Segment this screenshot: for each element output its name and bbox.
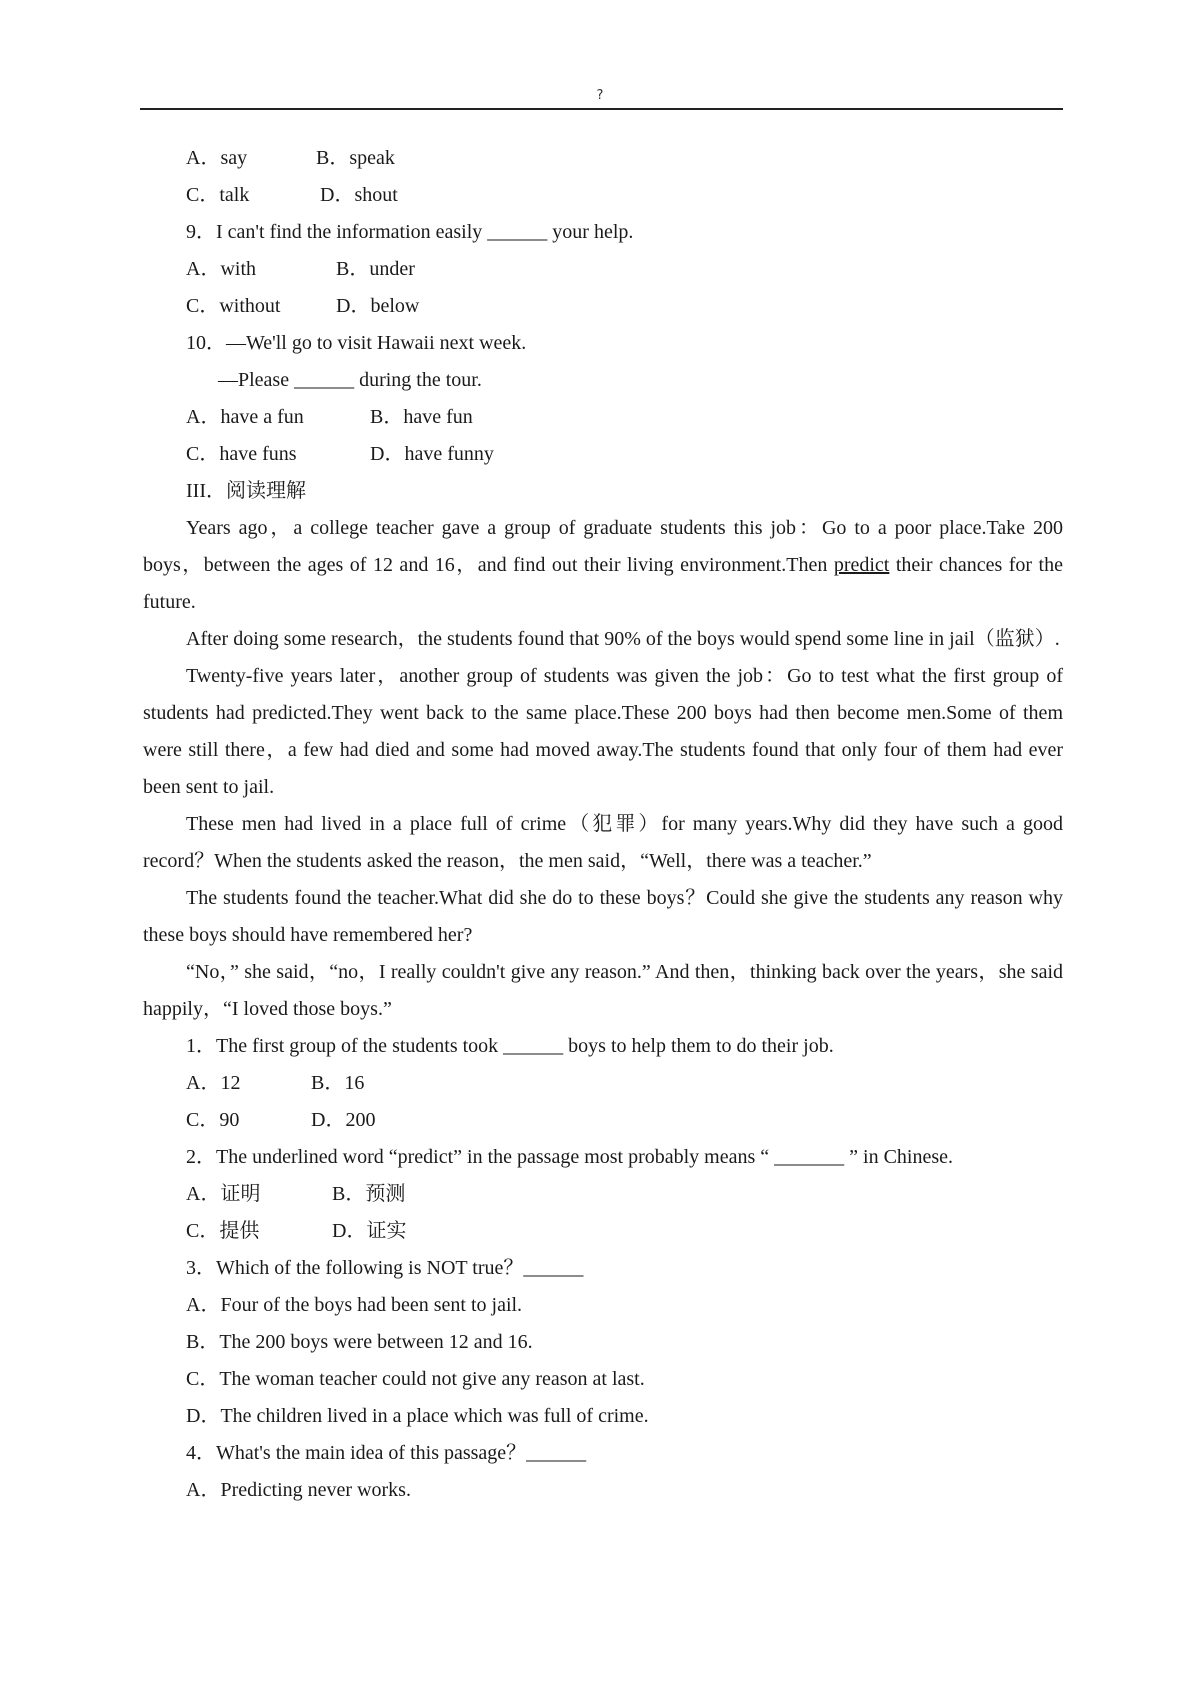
q8-options-row-2 [143,177,1063,214]
passage-paragraph-4: These men had lived in a place full of crime（犯罪）for many years.Why did they have such a good record？When the students asked the reason，the men said，“Well，there was a teacher.” [143,813,1063,872]
underlined-word-predict: predict [833,554,890,576]
q8-option-b: B．speak [316,147,395,169]
rq1-option-a: A．12 [186,1072,241,1094]
q10-option-d: D．have funny [370,443,494,465]
rq2-options-row-2 [143,1213,1063,1250]
rq3-option-d: D．The children lived in a place which was full of crime. [186,1405,649,1427]
passage-paragraph-5: The students found the teacher.What did she do to these boys？Could she give the students any reason why these boys should have remembered her? [143,887,1063,946]
passage-p1-after: their chances for the future. [143,554,1063,613]
passage-paragraph-2: After doing some research，the students found that 90% of the boys would spend some line in jail（监狱）. [186,628,1060,650]
rq2-option-d: D．证实 [332,1220,407,1242]
rq3-option-b: B．The 200 boys were between 12 and 16. [186,1331,533,1353]
rq1-option-c: C．90 [186,1109,240,1131]
q10-options-row-1 [143,399,1063,436]
q9-option-a: A．with [186,258,256,280]
q9-option-c: C．without [186,295,281,317]
rq1-option-d: D．200 [311,1109,376,1131]
rq2-stem: 2．The underlined word “predict” in the passage most probably means “ _______ ” in Chinese. [186,1146,954,1168]
rq3-option-c: C．The woman teacher could not give any reason at last. [186,1368,645,1390]
q9-options-row-2 [143,288,1063,325]
passage-p1-before: Years ago，a college teacher gave a group of graduate students this job：Go to a poor place.Take 200 boys，between the ages of 12 and 16，and find out their living environment.Then [143,517,1063,576]
q8-option-d: D．shout [320,184,398,206]
rq2-options-row-1 [143,1176,1063,1213]
header-rule [140,108,1063,110]
rq3-option-a: A．Four of the boys had been sent to jail. [186,1294,523,1316]
q10-option-c: C．have funs [186,443,297,465]
rq1-options-row-1 [143,1065,1063,1102]
q9-options-row-1 [143,251,1063,288]
rq2-option-a: A．证明 [186,1183,261,1205]
q8-option-a: A．say [186,147,248,169]
rq1-option-b: B．16 [311,1072,365,1094]
q9-stem: 9．I can't find the information easily ______ your help. [186,221,634,243]
rq2-option-c: C．提供 [186,1220,260,1242]
passage-paragraph-1 [143,510,1063,621]
rq3-stem: 3．Which of the following is NOT true？______ [186,1257,584,1279]
section-title-reading: III．阅读理解 [186,480,306,502]
q10-option-a: A．have a fun [186,406,304,428]
header-mark: ? [596,88,604,103]
q8-options-row-1 [143,140,1063,177]
rq1-options-row-2 [143,1102,1063,1139]
q10-stem-1: 10．—We'll go to visit Hawaii next week. [186,332,527,354]
rq2-option-b: B．预测 [332,1183,406,1205]
passage-paragraph-3: Twenty-five years later，another group of students was given the job：Go to test what the first group of students had predicted.They went back to the same place.These 200 boys had then become men.Some of them were still there，a few had died and some had moved away.The students found that only four of them had ever been sent to jail. [143,665,1063,798]
page-content [143,140,1063,1509]
rq1-stem: 1．The first group of the students took ______ boys to help them to do their job. [186,1035,834,1057]
rq4-option-a: A．Predicting never works. [186,1479,411,1501]
rq4-stem: 4．What's the main idea of this passage？______ [186,1442,587,1464]
q10-stem-2: —Please ______ during the tour. [218,369,482,391]
q8-option-c: C．talk [186,184,250,206]
q9-option-d: D．below [336,295,420,317]
q10-option-b: B．have fun [370,406,473,428]
passage-paragraph-6: “No，” she said，“no，I really couldn't give any reason.” And then，thinking back over the years，she said happily，“I loved those boys.” [143,961,1063,1020]
q10-options-row-2 [143,436,1063,473]
q9-option-b: B．under [336,258,415,280]
